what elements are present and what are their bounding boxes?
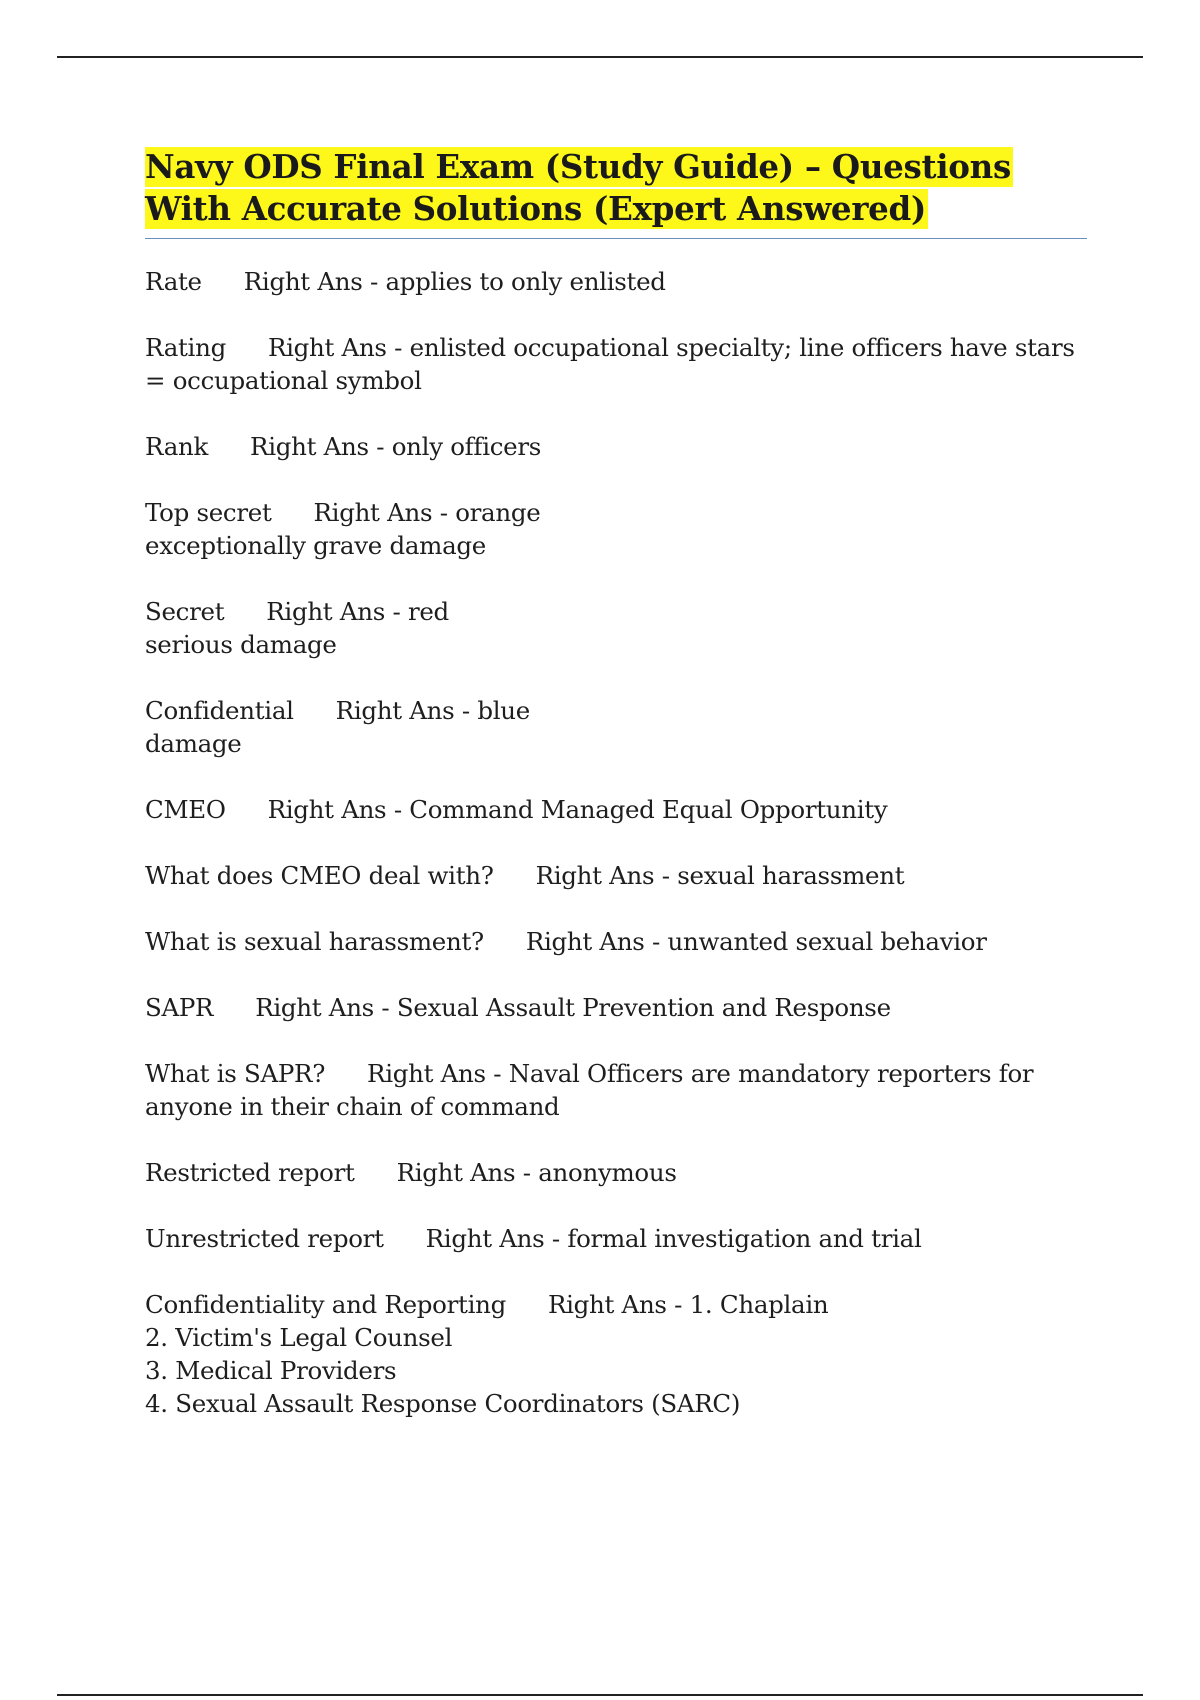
page-bottom-rule xyxy=(57,1694,1143,1696)
answer-text: Right Ans - sexual harassment xyxy=(535,861,905,890)
page-top-rule xyxy=(57,56,1143,58)
answer-text: Right Ans - enlisted occupational specialty; line officers have stars = occupational symbol xyxy=(145,333,1075,395)
question-term: Top secret xyxy=(145,498,272,527)
qa-item xyxy=(145,991,1087,1024)
question-term: CMEO xyxy=(145,795,226,824)
answer-text: Right Ans - Command Managed Equal Opportunity xyxy=(267,795,888,824)
question-term: Rank xyxy=(145,432,209,461)
question-term: Restricted report xyxy=(145,1158,355,1187)
question-term: Confidentiality and Reporting xyxy=(145,1290,506,1319)
question-term: What is SAPR? xyxy=(145,1059,326,1088)
qa-item xyxy=(145,1222,1087,1255)
document-title xyxy=(145,146,1087,230)
question-term: What does CMEO deal with? xyxy=(145,861,494,890)
answer-continuation-line: 2. Victim's Legal Counsel xyxy=(145,1323,453,1352)
qa-item xyxy=(145,793,1087,826)
answer-text: Right Ans - unwanted sexual behavior xyxy=(525,927,987,956)
answer-text: Right Ans - 1. Chaplain xyxy=(547,1290,829,1319)
qa-item xyxy=(145,694,1087,760)
question-term: Rating xyxy=(145,333,226,362)
question-term: Confidential xyxy=(145,696,294,725)
answer-text: Right Ans - red xyxy=(266,597,449,626)
answer-text: Right Ans - Sexual Assault Prevention and Response xyxy=(255,993,891,1022)
answer-text: Right Ans - applies to only enlisted xyxy=(243,267,666,296)
qa-item xyxy=(145,595,1087,661)
qa-item xyxy=(145,331,1087,397)
answer-continuation-line: serious damage xyxy=(145,630,337,659)
answer-continuation-line: 4. Sexual Assault Response Coordinators (SARC) xyxy=(145,1389,741,1418)
qa-item xyxy=(145,1288,1087,1420)
qa-item xyxy=(145,859,1087,892)
question-term: Unrestricted report xyxy=(145,1224,384,1253)
question-term: What is sexual harassment? xyxy=(145,927,484,956)
qa-item xyxy=(145,265,1087,298)
qa-list xyxy=(145,265,1087,1420)
question-term: Secret xyxy=(145,597,225,626)
title-underline xyxy=(145,238,1087,239)
answer-text: Right Ans - anonymous xyxy=(396,1158,677,1187)
answer-continuation-line: damage xyxy=(145,729,242,758)
question-term: Rate xyxy=(145,267,202,296)
answer-text: Right Ans - Naval Officers are mandatory reporters for anyone in their chain of command xyxy=(145,1059,1034,1121)
qa-item xyxy=(145,1057,1087,1123)
document-body xyxy=(145,146,1087,1453)
answer-text: Right Ans - orange xyxy=(313,498,541,527)
qa-item xyxy=(145,1156,1087,1189)
qa-item xyxy=(145,430,1087,463)
question-term: SAPR xyxy=(145,993,214,1022)
title-highlight: Navy ODS Final Exam (Study Guide) – Questions With Accurate Solutions (Expert Answered) xyxy=(145,147,1011,228)
answer-text: Right Ans - only officers xyxy=(250,432,542,461)
qa-item xyxy=(145,925,1087,958)
qa-item xyxy=(145,496,1087,562)
answer-text: Right Ans - blue xyxy=(335,696,530,725)
answer-text: Right Ans - formal investigation and trial xyxy=(425,1224,922,1253)
answer-continuation-line: exceptionally grave damage xyxy=(145,531,486,560)
answer-continuation-line: 3. Medical Providers xyxy=(145,1356,397,1385)
